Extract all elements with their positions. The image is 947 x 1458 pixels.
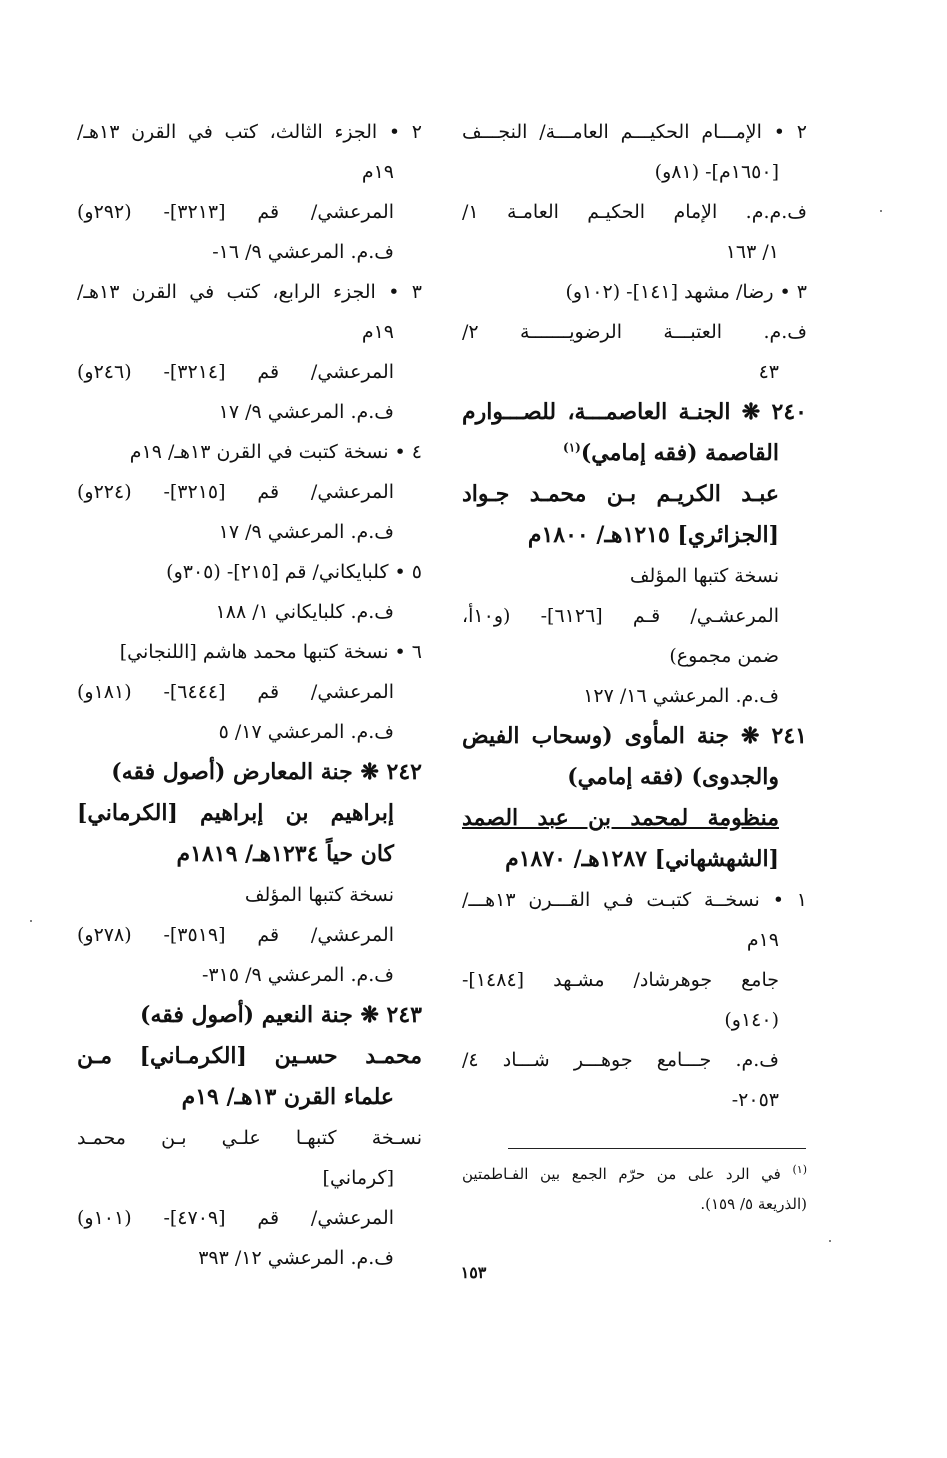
text-line: نسـخة كتبهـا علـي بـن محمـد: [77, 1127, 422, 1149]
text-line: [١٦٥٠م]- (٨١و): [654, 161, 779, 183]
text-line: ف.م. المرعشي ٩/ ١٦-: [212, 241, 394, 263]
right-column: [462, 112, 807, 1120]
text-line: ف.م.م. الإمام الحكيـم العامـة ١/: [462, 201, 807, 223]
text-line: ١/ ١٦٣: [725, 241, 779, 263]
left-column: [77, 112, 422, 1278]
text-line: (١٤٠و): [724, 1009, 779, 1031]
text-line: ف.م. العتبـــة الرضويـــــــة ٢/: [462, 321, 807, 343]
author-name: محمـد حسـين [الكرمـاني] مـن: [77, 1043, 422, 1069]
text-line: المرعشي/ قم [٣٢١٥]- (٢٢٤و): [77, 481, 394, 503]
entry-heading: [462, 433, 807, 474]
text-line: ف.م. المرعشي ٩/ ١٧: [218, 401, 394, 423]
text-line: ف.م. كلبايكاني ١/ ١٨٨: [215, 601, 394, 623]
author-dates: كان حياً ١٢٣٤هـ/ ١٨١٩م: [176, 841, 394, 867]
text-line: ف.م. المرعشي ١٦/ ١٢٧: [583, 685, 779, 707]
text-line: ٥ • كلبايكاني/ قم [٢١٥]- (٣٠٥و): [166, 561, 422, 583]
author-name: عبـد الكريـم بـن محمـد جـواد: [462, 481, 779, 507]
text-line: ٣ • رضا/ مشهد [١٤١]- (١٠٢و): [565, 281, 807, 303]
text-line: جامع جوهرشاد/ مشـهد [١٤٨٤]-: [462, 969, 779, 991]
footnote-mark: (١): [792, 1163, 807, 1176]
text-line: ٣ • الجزء الرابع، كتب في القرن ١٣هـ/: [77, 281, 422, 303]
text-line: ف.م. المرعشي ٩/ ٣١٥-: [202, 964, 394, 986]
scan-speck: [829, 1240, 831, 1242]
text-line: المرعشي/ قم [٣٢١٤]- (٢٤٦و): [77, 361, 394, 383]
text-line: نسخة كتبها المؤلف: [244, 884, 394, 906]
footnote-line: [462, 1155, 807, 1189]
text-line: ٦ • نسخة كتبها محمد هاشم [اللنجاني]: [119, 641, 422, 663]
author-name: إبراهيم بن إبراهيم [الكرماني]: [77, 800, 394, 826]
text-line: ضمن مجموع): [669, 645, 779, 667]
text-line: ١٩م: [361, 161, 394, 183]
footnote-ref: (١): [563, 440, 581, 455]
author-name: منظومة لمحمد بن عبد الصمد: [462, 805, 779, 831]
footnote-line: (الذريعة ٥/ ١٥٩).: [700, 1195, 807, 1213]
entry-heading-text: القاصمة (فقه إمامي): [580, 440, 779, 466]
entry-heading: ٢٤٣ ❋ جنة النعيم (أصول فقه): [140, 1002, 422, 1028]
text-line: ف.م. المرعشي ٩/ ١٧: [218, 521, 394, 543]
text-line: ف.م. المرعشي ١٧/ ٥: [218, 721, 394, 743]
text-line: ٤٣: [758, 361, 779, 383]
text-line: المرعشي/ قم [٤٧٠٩]- (١٠١و): [77, 1207, 394, 1229]
text-line: المرعشي/ قم [٣٢١٣]- (٢٩٢و): [77, 201, 394, 223]
footnote-text: في الرد على من حرّم الجمع بين الفـاطمتين: [462, 1165, 781, 1183]
text-line: ١٩م: [361, 321, 394, 343]
entry-heading: ٢٤١ ❋ جنة المأوى (وسحاب الفيض: [462, 723, 807, 749]
text-line: ٢ • الإمـــام الحكيـــم العامـــة/ النجـــف: [462, 121, 807, 143]
entry-heading: ٢٤٢ ❋ جنة المعارض (أصول فقه): [111, 759, 422, 785]
text-line: ف.م. المرعشي ١٢/ ٣٩٣: [198, 1247, 394, 1269]
text-line: ف.م. جـــامع جوهـــر شـــاد ٤/: [462, 1049, 779, 1071]
entry-heading: والجدوى) (فقه إمامي): [567, 764, 779, 790]
scan-speck: [30, 920, 32, 922]
text-line: المرعشـي/ قـم [٦١٢٦]- (و١٠أ،: [462, 605, 779, 627]
text-line: ١٩م: [746, 929, 779, 951]
page-number: ١٥٣: [460, 1263, 487, 1282]
text-line: المرعشي/ قم [٦٤٤٤]- (١٨١و): [77, 681, 394, 703]
footnote: [462, 1155, 807, 1219]
scan-speck: [880, 210, 882, 212]
text-line: [كرماني]: [322, 1167, 394, 1189]
author-dates: [الجزائري] ١٢١٥هـ/ ١٨٠٠م: [527, 522, 779, 548]
text-line: المرعشي/ قم [٣٥١٩]- (٢٧٨و): [77, 924, 394, 946]
text-line: ١ • نسخــة كتبـت فـي القـــرن ١٣هـــ/: [462, 889, 807, 911]
author-dates: [الشهشهاني] ١٢٨٧هـ/ ١٨٧٠م: [505, 846, 779, 872]
text-line: ٤ • نسخة كتبت في القرن ١٣هـ/ ١٩م: [129, 441, 422, 463]
text-line: ٢ • الجزء الثالث، كتب في القرن ١٣هـ/: [77, 121, 422, 143]
footnote-divider: [508, 1148, 806, 1149]
text-line: ٢٠٥٣-: [731, 1089, 779, 1111]
entry-heading: ٢٤٠ ❋ الجنـة العاصمـــة، للصـــوارم: [462, 399, 807, 425]
text-line: نسخة كتبها المؤلف: [629, 565, 779, 587]
author-dates: علماء القرن ١٣هـ/ ١٩م: [181, 1084, 394, 1110]
